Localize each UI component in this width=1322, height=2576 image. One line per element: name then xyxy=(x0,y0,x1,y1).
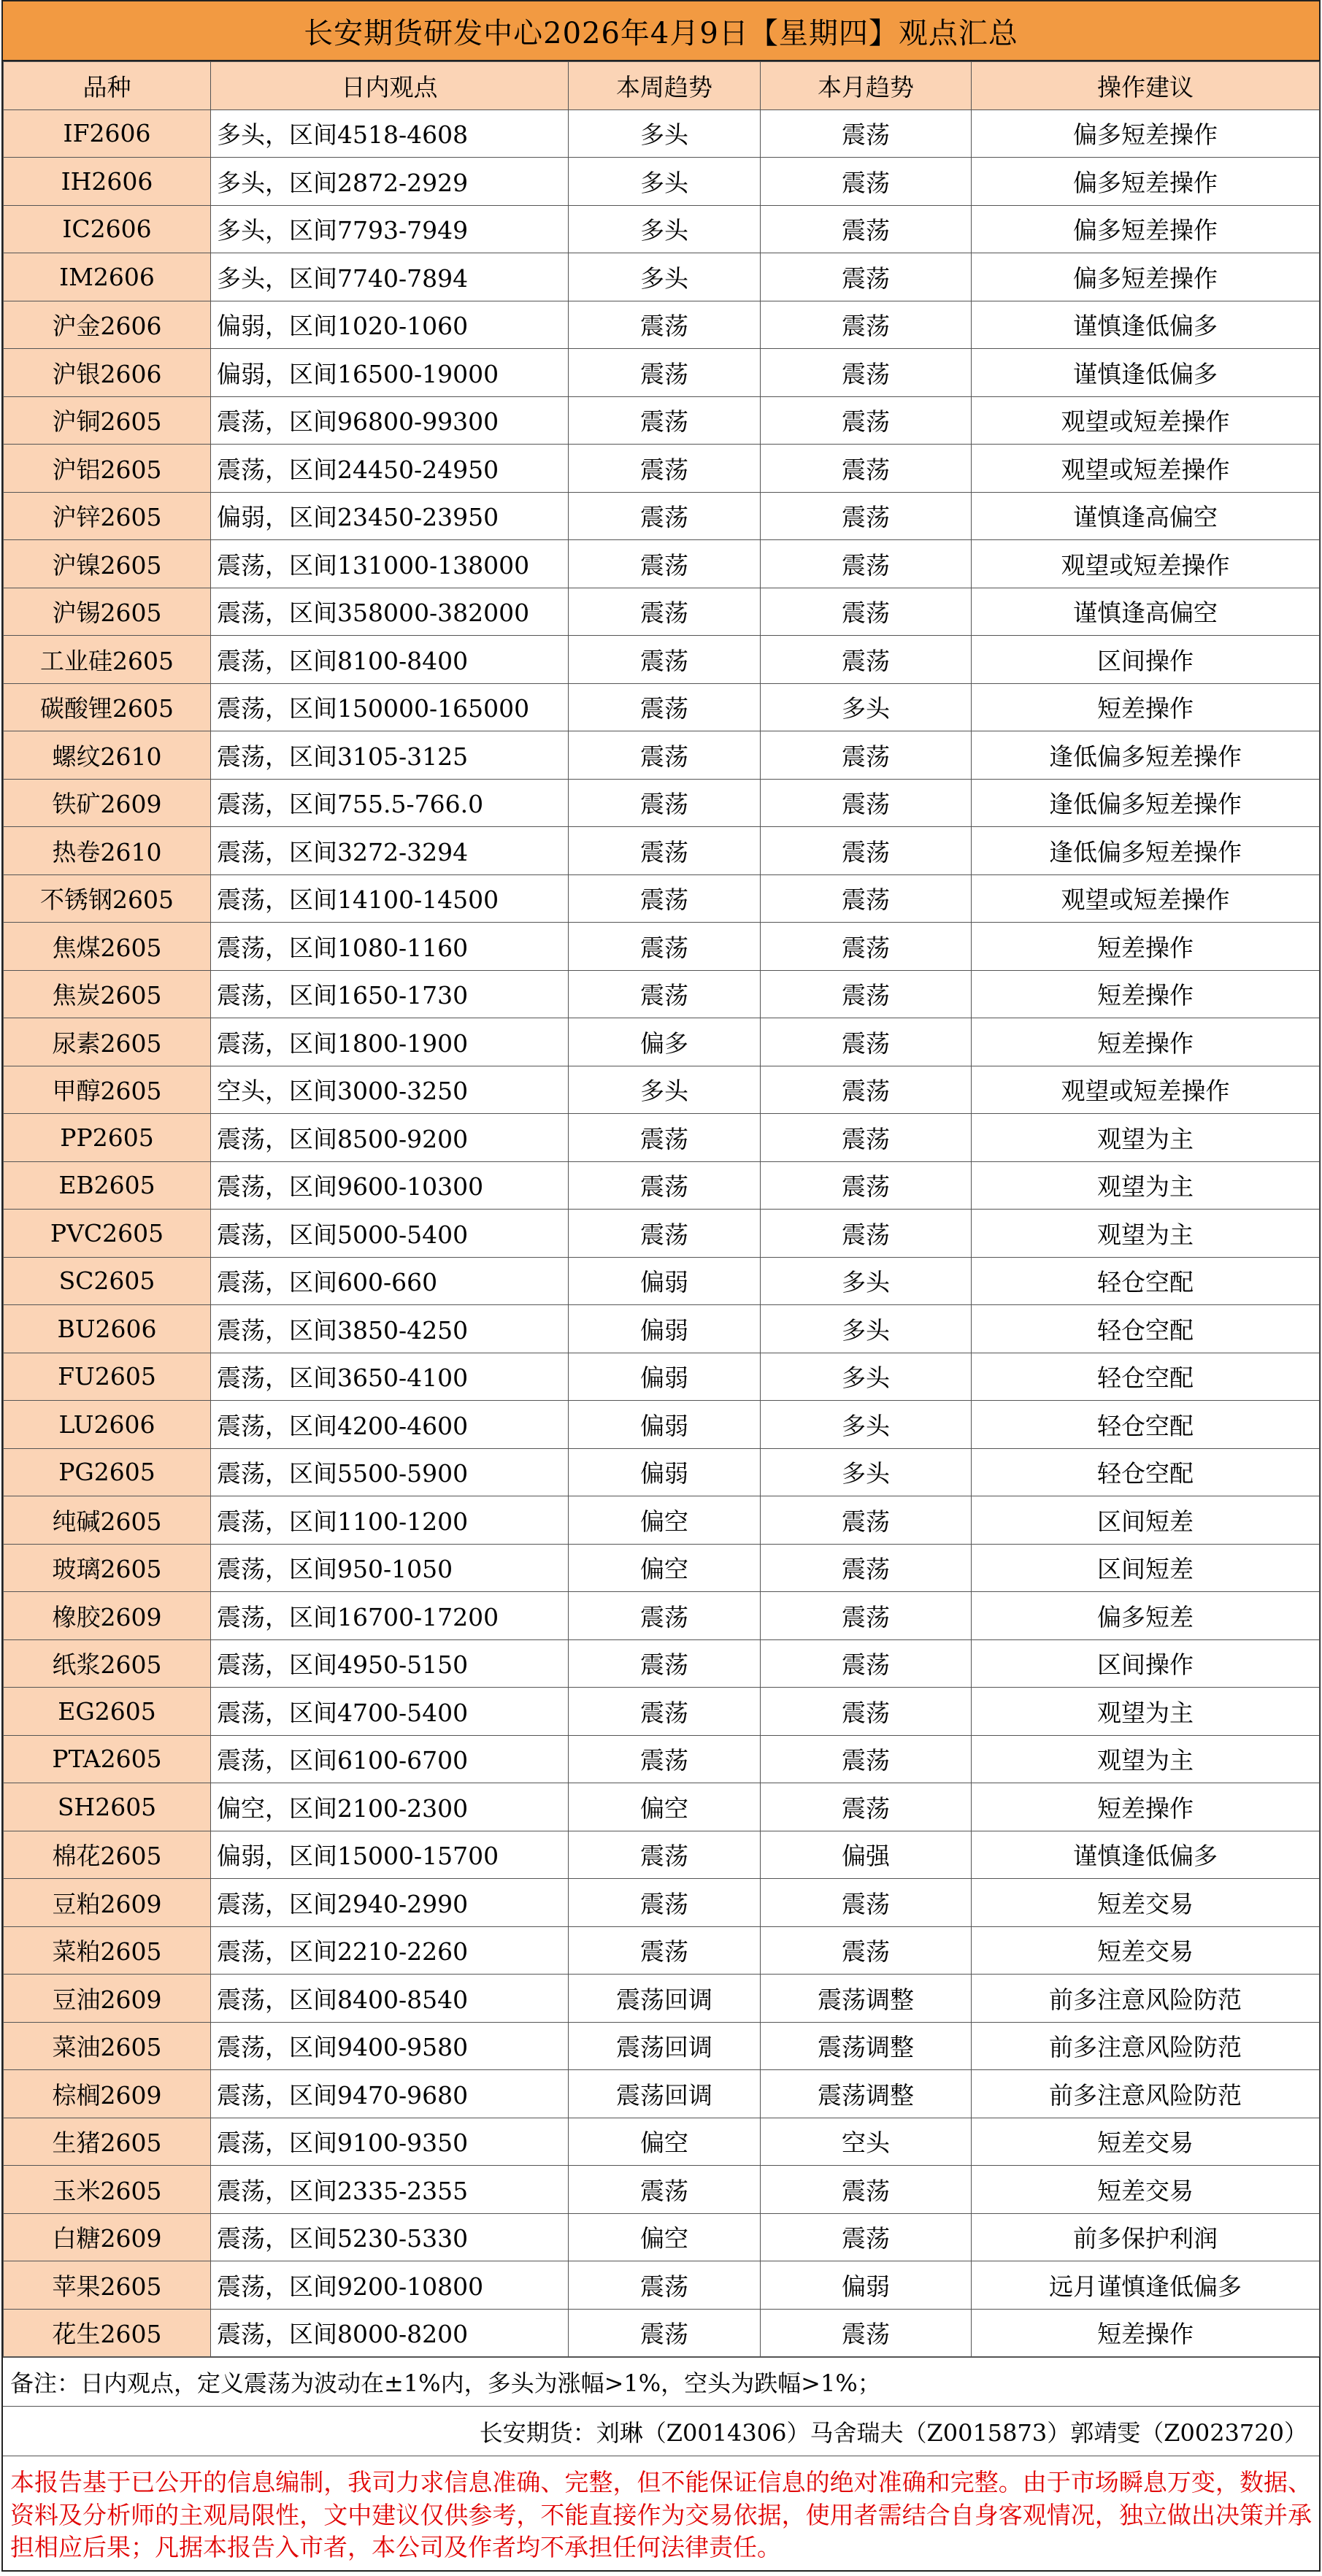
intraday-view-cell: 震荡，区间16700-17200 xyxy=(211,1592,569,1640)
week-trend-cell: 震荡 xyxy=(569,874,761,923)
table-header xyxy=(4,62,1320,110)
intraday-view-cell: 多头，区间2872-2929 xyxy=(211,158,569,206)
month-trend-cell: 震荡 xyxy=(761,1879,972,1927)
variety-cell: 玻璃2605 xyxy=(4,1544,211,1592)
table-row xyxy=(4,2022,1320,2070)
variety-cell: 豆粕2609 xyxy=(4,1879,211,1927)
week-trend-cell: 震荡 xyxy=(569,1879,761,1927)
month-trend-cell: 震荡 xyxy=(761,1210,972,1258)
variety-cell: 沪锌2605 xyxy=(4,492,211,540)
month-trend-cell: 震荡 xyxy=(761,1544,972,1592)
variety-cell: 菜粕2605 xyxy=(4,1926,211,1975)
table-row xyxy=(4,1592,1320,1640)
intraday-view-cell: 震荡，区间8000-8200 xyxy=(211,2309,569,2357)
table-row xyxy=(4,158,1320,206)
table-row xyxy=(4,1353,1320,1401)
table-row xyxy=(4,253,1320,301)
week-trend-cell: 偏空 xyxy=(569,2118,761,2166)
views-table xyxy=(3,61,1320,2357)
month-trend-cell: 震荡 xyxy=(761,158,972,206)
intraday-view-cell: 震荡，区间4700-5400 xyxy=(211,1688,569,1736)
advice-cell: 短差操作 xyxy=(972,2309,1320,2357)
advice-cell: 逢低偏多短差操作 xyxy=(972,731,1320,780)
intraday-view-cell: 震荡，区间5500-5900 xyxy=(211,1448,569,1496)
table-row xyxy=(4,1018,1320,1066)
intraday-view-cell: 震荡，区间1800-1900 xyxy=(211,1018,569,1066)
advice-cell: 偏多短差操作 xyxy=(972,158,1320,206)
month-trend-cell: 震荡 xyxy=(761,827,972,875)
week-trend-cell: 震荡 xyxy=(569,2166,761,2214)
advice-cell: 前多保护利润 xyxy=(972,2213,1320,2261)
variety-cell: SH2605 xyxy=(4,1783,211,1831)
variety-cell: 碳酸锂2605 xyxy=(4,683,211,731)
month-trend-cell: 震荡 xyxy=(761,2213,972,2261)
week-trend-cell: 震荡 xyxy=(569,779,761,827)
table-row xyxy=(4,492,1320,540)
intraday-view-cell: 偏弱，区间15000-15700 xyxy=(211,1831,569,1879)
week-trend-cell: 震荡 xyxy=(569,970,761,1018)
advice-cell: 观望或短差操作 xyxy=(972,396,1320,445)
week-trend-cell: 偏多 xyxy=(569,1018,761,1066)
month-trend-cell: 多头 xyxy=(761,1353,972,1401)
month-trend-cell: 多头 xyxy=(761,683,972,731)
week-trend-cell: 震荡 xyxy=(569,1639,761,1688)
week-trend-cell: 多头 xyxy=(569,1066,761,1114)
intraday-view-cell: 震荡，区间9470-9680 xyxy=(211,2070,569,2118)
intraday-view-cell: 震荡，区间2335-2355 xyxy=(211,2166,569,2214)
table-row xyxy=(4,2213,1320,2261)
table-row xyxy=(4,2309,1320,2357)
month-trend-cell: 震荡 xyxy=(761,253,972,301)
month-trend-cell: 偏强 xyxy=(761,1831,972,1879)
intraday-view-cell: 震荡，区间1080-1160 xyxy=(211,923,569,971)
intraday-view-cell: 震荡，区间96800-99300 xyxy=(211,396,569,445)
advice-cell: 偏多短差操作 xyxy=(972,205,1320,253)
table-row xyxy=(4,1161,1320,1210)
advice-cell: 观望或短差操作 xyxy=(972,874,1320,923)
variety-cell: 橡胶2609 xyxy=(4,1592,211,1640)
week-trend-cell: 震荡回调 xyxy=(569,1975,761,2023)
week-trend-cell: 偏空 xyxy=(569,2213,761,2261)
month-trend-cell: 震荡调整 xyxy=(761,2022,972,2070)
intraday-view-cell: 震荡，区间5000-5400 xyxy=(211,1210,569,1258)
table-row xyxy=(4,1305,1320,1353)
week-trend-cell: 偏空 xyxy=(569,1544,761,1592)
table-row xyxy=(4,2261,1320,2310)
intraday-view-cell: 震荡，区间2210-2260 xyxy=(211,1926,569,1975)
variety-cell: 甲醇2605 xyxy=(4,1066,211,1114)
table-row xyxy=(4,779,1320,827)
week-trend-cell: 震荡 xyxy=(569,1735,761,1783)
month-trend-cell: 震荡 xyxy=(761,109,972,158)
month-trend-cell: 震荡 xyxy=(761,396,972,445)
advice-cell: 偏多短差 xyxy=(972,1592,1320,1640)
intraday-view-cell: 震荡，区间3650-4100 xyxy=(211,1353,569,1401)
variety-cell: EG2605 xyxy=(4,1688,211,1736)
table-row xyxy=(4,349,1320,397)
variety-cell: 焦炭2605 xyxy=(4,970,211,1018)
intraday-view-cell: 震荡，区间6100-6700 xyxy=(211,1735,569,1783)
intraday-view-cell: 震荡，区间14100-14500 xyxy=(211,874,569,923)
advice-cell: 轻仓空配 xyxy=(972,1448,1320,1496)
header-variety: 品种 xyxy=(4,62,211,110)
advice-cell: 逢低偏多短差操作 xyxy=(972,779,1320,827)
month-trend-cell: 震荡 xyxy=(761,1688,972,1736)
table-row xyxy=(4,2166,1320,2214)
intraday-view-cell: 震荡，区间4200-4600 xyxy=(211,1401,569,1449)
table-row xyxy=(4,970,1320,1018)
week-trend-cell: 多头 xyxy=(569,205,761,253)
variety-cell: 生猪2605 xyxy=(4,2118,211,2166)
intraday-view-cell: 震荡，区间3850-4250 xyxy=(211,1305,569,1353)
advice-cell: 谨慎逢高偏空 xyxy=(972,588,1320,636)
table-row xyxy=(4,1926,1320,1975)
advice-cell: 观望为主 xyxy=(972,1161,1320,1210)
variety-cell: 沪镍2605 xyxy=(4,540,211,588)
month-trend-cell: 震荡 xyxy=(761,970,972,1018)
intraday-view-cell: 震荡，区间9100-9350 xyxy=(211,2118,569,2166)
intraday-view-cell: 震荡，区间9200-10800 xyxy=(211,2261,569,2310)
month-trend-cell: 震荡 xyxy=(761,1926,972,1975)
intraday-view-cell: 空头，区间3000-3250 xyxy=(211,1066,569,1114)
month-trend-cell: 震荡 xyxy=(761,1639,972,1688)
advice-cell: 轻仓空配 xyxy=(972,1257,1320,1305)
table-row xyxy=(4,396,1320,445)
intraday-view-cell: 震荡，区间3272-3294 xyxy=(211,827,569,875)
header-week-trend: 本周趋势 xyxy=(569,62,761,110)
advice-cell: 短差交易 xyxy=(972,2118,1320,2166)
variety-cell: LU2606 xyxy=(4,1401,211,1449)
month-trend-cell: 震荡 xyxy=(761,2309,972,2357)
table-row xyxy=(4,1448,1320,1496)
advice-cell: 观望或短差操作 xyxy=(972,1066,1320,1114)
week-trend-cell: 偏空 xyxy=(569,1783,761,1831)
advice-cell: 谨慎逢低偏多 xyxy=(972,1831,1320,1879)
week-trend-cell: 震荡 xyxy=(569,588,761,636)
table-row xyxy=(4,636,1320,684)
intraday-view-cell: 偏弱，区间16500-19000 xyxy=(211,349,569,397)
variety-cell: BU2606 xyxy=(4,1305,211,1353)
week-trend-cell: 多头 xyxy=(569,109,761,158)
intraday-view-cell: 偏弱，区间1020-1060 xyxy=(211,301,569,349)
intraday-view-cell: 偏弱，区间23450-23950 xyxy=(211,492,569,540)
month-trend-cell: 震荡 xyxy=(761,588,972,636)
month-trend-cell: 多头 xyxy=(761,1305,972,1353)
variety-cell: IH2606 xyxy=(4,158,211,206)
variety-cell: 玉米2605 xyxy=(4,2166,211,2214)
intraday-view-cell: 震荡，区间2940-2990 xyxy=(211,1879,569,1927)
table-row xyxy=(4,1066,1320,1114)
variety-cell: 沪金2606 xyxy=(4,301,211,349)
intraday-view-cell: 震荡，区间5230-5330 xyxy=(211,2213,569,2261)
advice-cell: 区间短差 xyxy=(972,1496,1320,1545)
week-trend-cell: 震荡 xyxy=(569,1688,761,1736)
table-row xyxy=(4,1879,1320,1927)
advice-cell: 远月谨慎逢低偏多 xyxy=(972,2261,1320,2310)
intraday-view-cell: 震荡，区间24450-24950 xyxy=(211,445,569,493)
variety-cell: 纸浆2605 xyxy=(4,1639,211,1688)
advice-cell: 轻仓空配 xyxy=(972,1353,1320,1401)
advice-cell: 短差交易 xyxy=(972,1926,1320,1975)
table-row xyxy=(4,1975,1320,2023)
advice-cell: 逢低偏多短差操作 xyxy=(972,827,1320,875)
week-trend-cell: 震荡 xyxy=(569,731,761,780)
month-trend-cell: 多头 xyxy=(761,1257,972,1305)
report-sheet xyxy=(1,0,1321,2572)
intraday-view-cell: 震荡，区间3105-3125 xyxy=(211,731,569,780)
variety-cell: 不锈钢2605 xyxy=(4,874,211,923)
week-trend-cell: 偏弱 xyxy=(569,1448,761,1496)
variety-cell: 焦煤2605 xyxy=(4,923,211,971)
variety-cell: IC2606 xyxy=(4,205,211,253)
variety-cell: PVC2605 xyxy=(4,1210,211,1258)
intraday-view-cell: 震荡，区间358000-382000 xyxy=(211,588,569,636)
month-trend-cell: 震荡调整 xyxy=(761,2070,972,2118)
table-row xyxy=(4,923,1320,971)
advice-cell: 区间操作 xyxy=(972,636,1320,684)
advice-cell: 观望或短差操作 xyxy=(972,445,1320,493)
variety-cell: 沪锡2605 xyxy=(4,588,211,636)
report-title: 长安期货研发中心2026年4月9日【星期四】观点汇总 xyxy=(3,0,1319,61)
month-trend-cell: 震荡 xyxy=(761,923,972,971)
week-trend-cell: 偏弱 xyxy=(569,1353,761,1401)
table-row xyxy=(4,445,1320,493)
month-trend-cell: 震荡 xyxy=(761,731,972,780)
header-intraday-view: 日内观点 xyxy=(211,62,569,110)
week-trend-cell: 偏弱 xyxy=(569,1305,761,1353)
advice-cell: 区间短差 xyxy=(972,1544,1320,1592)
variety-cell: 尿素2605 xyxy=(4,1018,211,1066)
analysts-line: 长安期货：刘琳（Z0014306）马舍瑞夫（Z0015873）郭靖雯（Z0023720） xyxy=(3,2407,1319,2456)
table-row xyxy=(4,1783,1320,1831)
advice-cell: 短差操作 xyxy=(972,1783,1320,1831)
month-trend-cell: 震荡 xyxy=(761,779,972,827)
variety-cell: 豆油2609 xyxy=(4,1975,211,2023)
advice-cell: 偏多短差操作 xyxy=(972,253,1320,301)
advice-cell: 观望为主 xyxy=(972,1114,1320,1162)
month-trend-cell: 震荡 xyxy=(761,1783,972,1831)
table-row xyxy=(4,731,1320,780)
week-trend-cell: 震荡 xyxy=(569,301,761,349)
intraday-view-cell: 震荡，区间1650-1730 xyxy=(211,970,569,1018)
variety-cell: 纯碱2605 xyxy=(4,1496,211,1545)
table-row xyxy=(4,2070,1320,2118)
week-trend-cell: 震荡 xyxy=(569,1114,761,1162)
variety-cell: 沪铝2605 xyxy=(4,445,211,493)
advice-cell: 前多注意风险防范 xyxy=(972,2070,1320,2118)
header-advice: 操作建议 xyxy=(972,62,1320,110)
variety-cell: SC2605 xyxy=(4,1257,211,1305)
intraday-view-cell: 震荡，区间8100-8400 xyxy=(211,636,569,684)
week-trend-cell: 多头 xyxy=(569,253,761,301)
table-row xyxy=(4,2118,1320,2166)
week-trend-cell: 震荡 xyxy=(569,396,761,445)
week-trend-cell: 偏弱 xyxy=(569,1401,761,1449)
month-trend-cell: 震荡 xyxy=(761,2166,972,2214)
table-row xyxy=(4,683,1320,731)
variety-cell: PP2605 xyxy=(4,1114,211,1162)
intraday-view-cell: 震荡，区间1100-1200 xyxy=(211,1496,569,1545)
month-trend-cell: 震荡 xyxy=(761,1735,972,1783)
week-trend-cell: 震荡 xyxy=(569,1831,761,1879)
month-trend-cell: 震荡 xyxy=(761,1066,972,1114)
week-trend-cell: 震荡 xyxy=(569,923,761,971)
variety-cell: FU2605 xyxy=(4,1353,211,1401)
header-month-trend: 本月趋势 xyxy=(761,62,972,110)
intraday-view-cell: 震荡，区间131000-138000 xyxy=(211,540,569,588)
table-row xyxy=(4,1401,1320,1449)
intraday-view-cell: 震荡，区间600-660 xyxy=(211,1257,569,1305)
table-row xyxy=(4,205,1320,253)
intraday-view-cell: 偏空，区间2100-2300 xyxy=(211,1783,569,1831)
advice-cell: 观望为主 xyxy=(972,1210,1320,1258)
month-trend-cell: 震荡 xyxy=(761,1496,972,1545)
week-trend-cell: 震荡 xyxy=(569,1210,761,1258)
table-row xyxy=(4,1735,1320,1783)
week-trend-cell: 震荡 xyxy=(569,1161,761,1210)
advice-cell: 短差交易 xyxy=(972,1879,1320,1927)
week-trend-cell: 偏空 xyxy=(569,1496,761,1545)
advice-cell: 谨慎逢高偏空 xyxy=(972,492,1320,540)
table-row xyxy=(4,827,1320,875)
table-row xyxy=(4,1639,1320,1688)
variety-cell: 菜油2605 xyxy=(4,2022,211,2070)
week-trend-cell: 震荡回调 xyxy=(569,2070,761,2118)
advice-cell: 短差操作 xyxy=(972,923,1320,971)
table-row xyxy=(4,301,1320,349)
intraday-view-cell: 震荡，区间8500-9200 xyxy=(211,1114,569,1162)
month-trend-cell: 多头 xyxy=(761,1448,972,1496)
table-row xyxy=(4,109,1320,158)
month-trend-cell: 震荡 xyxy=(761,492,972,540)
advice-cell: 短差操作 xyxy=(972,970,1320,1018)
week-trend-cell: 震荡 xyxy=(569,1926,761,1975)
month-trend-cell: 多头 xyxy=(761,1401,972,1449)
variety-cell: EB2605 xyxy=(4,1161,211,1210)
table-row xyxy=(4,1210,1320,1258)
intraday-view-cell: 震荡，区间4950-5150 xyxy=(211,1639,569,1688)
month-trend-cell: 震荡 xyxy=(761,1592,972,1640)
intraday-view-cell: 多头，区间4518-4608 xyxy=(211,109,569,158)
variety-cell: 铁矿2609 xyxy=(4,779,211,827)
advice-cell: 区间操作 xyxy=(972,1639,1320,1688)
variety-cell: 白糖2609 xyxy=(4,2213,211,2261)
variety-cell: 棉花2605 xyxy=(4,1831,211,1879)
week-trend-cell: 偏弱 xyxy=(569,1257,761,1305)
week-trend-cell: 震荡 xyxy=(569,445,761,493)
variety-cell: 工业硅2605 xyxy=(4,636,211,684)
intraday-view-cell: 震荡，区间9400-9580 xyxy=(211,2022,569,2070)
advice-cell: 短差操作 xyxy=(972,1018,1320,1066)
intraday-view-cell: 震荡，区间150000-165000 xyxy=(211,683,569,731)
variety-cell: 热卷2610 xyxy=(4,827,211,875)
remarks-note: 备注：日内观点，定义震荡为波动在±1%内，多头为涨幅>1%，空头为跌幅>1%； xyxy=(3,2357,1319,2407)
week-trend-cell: 震荡 xyxy=(569,827,761,875)
month-trend-cell: 震荡 xyxy=(761,205,972,253)
variety-cell: PG2605 xyxy=(4,1448,211,1496)
intraday-view-cell: 震荡，区间755.5-766.0 xyxy=(211,779,569,827)
variety-cell: IM2606 xyxy=(4,253,211,301)
month-trend-cell: 震荡 xyxy=(761,540,972,588)
week-trend-cell: 震荡 xyxy=(569,683,761,731)
advice-cell: 短差操作 xyxy=(972,683,1320,731)
week-trend-cell: 震荡回调 xyxy=(569,2022,761,2070)
table-row xyxy=(4,1688,1320,1736)
advice-cell: 谨慎逢低偏多 xyxy=(972,349,1320,397)
intraday-view-cell: 多头，区间7740-7894 xyxy=(211,253,569,301)
table-row xyxy=(4,1114,1320,1162)
month-trend-cell: 偏弱 xyxy=(761,2261,972,2310)
advice-cell: 轻仓空配 xyxy=(972,1305,1320,1353)
month-trend-cell: 震荡 xyxy=(761,301,972,349)
disclaimer-text: 本报告基于已公开的信息编制，我司力求信息准确、完整，但不能保证信息的绝对准确和完整。由于市场瞬息万变，数据、资料及分析师的主观局限性，文中建议仅供参考，不能直接作为交易依据，使用者需结合自身客观情况，独立做出决策并承担相应后果；凡据本报告入市者，本公司及作者均不承担任何法律责任。 xyxy=(3,2456,1319,2572)
advice-cell: 观望为主 xyxy=(972,1735,1320,1783)
table-row xyxy=(4,1496,1320,1545)
variety-cell: 沪银2606 xyxy=(4,349,211,397)
variety-cell: 螺纹2610 xyxy=(4,731,211,780)
advice-cell: 观望或短差操作 xyxy=(972,540,1320,588)
week-trend-cell: 震荡 xyxy=(569,540,761,588)
table-row xyxy=(4,874,1320,923)
table-row xyxy=(4,1831,1320,1879)
advice-cell: 前多注意风险防范 xyxy=(972,1975,1320,2023)
advice-cell: 谨慎逢低偏多 xyxy=(972,301,1320,349)
intraday-view-cell: 多头，区间7793-7949 xyxy=(211,205,569,253)
advice-cell: 前多注意风险防范 xyxy=(972,2022,1320,2070)
variety-cell: IF2606 xyxy=(4,109,211,158)
month-trend-cell: 震荡 xyxy=(761,874,972,923)
month-trend-cell: 震荡 xyxy=(761,1161,972,1210)
week-trend-cell: 震荡 xyxy=(569,1592,761,1640)
intraday-view-cell: 震荡，区间8400-8540 xyxy=(211,1975,569,2023)
table-row xyxy=(4,540,1320,588)
variety-cell: 棕榈2609 xyxy=(4,2070,211,2118)
month-trend-cell: 震荡 xyxy=(761,1114,972,1162)
month-trend-cell: 震荡调整 xyxy=(761,1975,972,2023)
month-trend-cell: 空头 xyxy=(761,2118,972,2166)
week-trend-cell: 震荡 xyxy=(569,2309,761,2357)
table-row xyxy=(4,1257,1320,1305)
advice-cell: 短差交易 xyxy=(972,2166,1320,2214)
advice-cell: 偏多短差操作 xyxy=(972,109,1320,158)
intraday-view-cell: 震荡，区间950-1050 xyxy=(211,1544,569,1592)
month-trend-cell: 震荡 xyxy=(761,445,972,493)
month-trend-cell: 震荡 xyxy=(761,1018,972,1066)
variety-cell: PTA2605 xyxy=(4,1735,211,1783)
advice-cell: 轻仓空配 xyxy=(972,1401,1320,1449)
month-trend-cell: 震荡 xyxy=(761,636,972,684)
table-row xyxy=(4,588,1320,636)
intraday-view-cell: 震荡，区间9600-10300 xyxy=(211,1161,569,1210)
week-trend-cell: 震荡 xyxy=(569,2261,761,2310)
week-trend-cell: 震荡 xyxy=(569,636,761,684)
week-trend-cell: 多头 xyxy=(569,158,761,206)
week-trend-cell: 震荡 xyxy=(569,492,761,540)
table-row xyxy=(4,1544,1320,1592)
table-body xyxy=(4,109,1320,2357)
advice-cell: 观望为主 xyxy=(972,1688,1320,1736)
variety-cell: 苹果2605 xyxy=(4,2261,211,2310)
week-trend-cell: 震荡 xyxy=(569,349,761,397)
variety-cell: 沪铜2605 xyxy=(4,396,211,445)
month-trend-cell: 震荡 xyxy=(761,349,972,397)
variety-cell: 花生2605 xyxy=(4,2309,211,2357)
